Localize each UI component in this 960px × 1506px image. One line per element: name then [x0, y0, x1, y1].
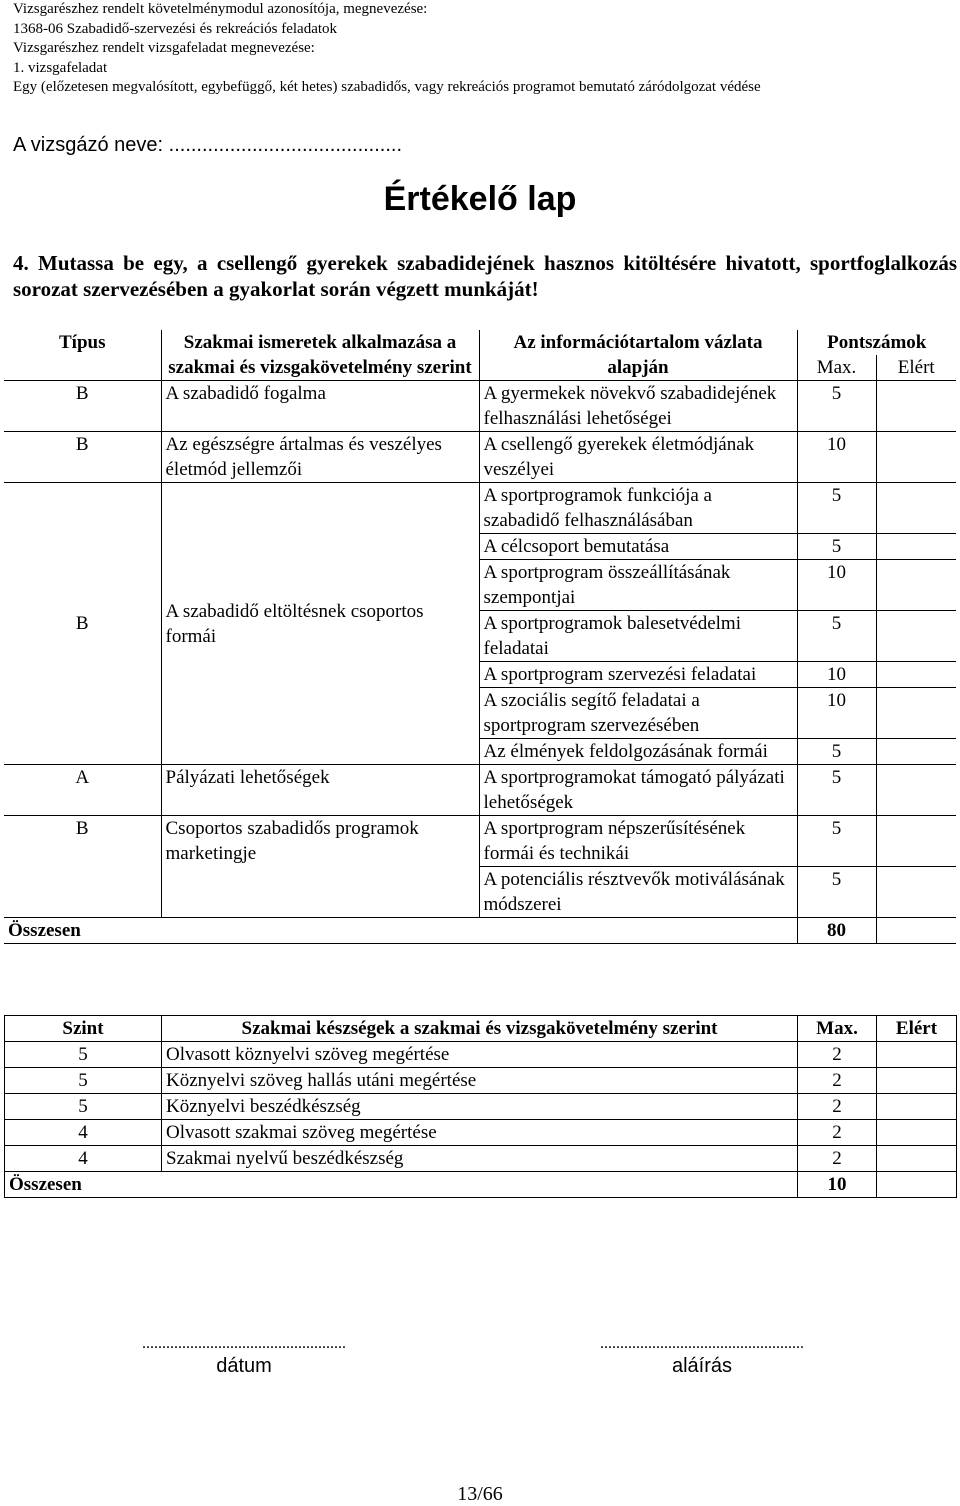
- table-row: [5, 1120, 957, 1146]
- type-cell: B: [4, 381, 161, 432]
- achieved-cell[interactable]: [876, 867, 956, 918]
- date-field: [105, 1335, 383, 1378]
- content-cell: A sportprogramokat támogató pályázati lehetőségek: [479, 765, 797, 816]
- content-cell: A szociális segítő feladatai a sportprogram szervezésében: [479, 688, 797, 739]
- table-row: [5, 1094, 957, 1120]
- content-cell: A gyermekek növekvő szabadidejének felhasználási lehetőségei: [479, 381, 797, 432]
- max-cell: 2: [798, 1094, 877, 1120]
- content-cell: A célcsoport bemutatása: [479, 534, 797, 560]
- points-header: Pontszámok: [827, 332, 927, 353]
- max-cell: 5: [797, 765, 876, 816]
- max-cell: 5: [797, 381, 876, 432]
- topic-cell: Pályázati lehetőségek: [161, 765, 479, 816]
- task-description: 4. Mutassa be egy, a csellengő gyerekek szabadidejének hasznos kitöltésére hivatott, sportfoglalkozás sorozat szervezésében a gyakorlat során végzett munkáját!: [13, 251, 957, 301]
- level-cell: 5: [5, 1042, 162, 1068]
- max-cell: 10: [797, 688, 876, 739]
- candidate-name-field: A vizsgázó neve: ..........................................: [13, 134, 403, 156]
- skills-header-row: [5, 1016, 957, 1042]
- evaluation-table: [4, 330, 956, 944]
- max-cell: 2: [798, 1068, 877, 1094]
- max-cell: 5: [797, 739, 876, 765]
- type-cell: B: [4, 432, 161, 483]
- topic-cell: Az egészségre ártalmas és veszélyes életmód jellemzői: [161, 432, 479, 483]
- page-number: 13/66: [457, 1483, 503, 1505]
- evaluation-header-row: [4, 330, 956, 355]
- content-header: Az információtartalom vázlata alapján: [479, 330, 797, 381]
- max-cell: 5: [797, 483, 876, 534]
- topic-cell: A szabadidő fogalma: [161, 381, 479, 432]
- achieved-cell[interactable]: [877, 1042, 957, 1068]
- content-cell: Az élmények feldolgozásának formái: [479, 739, 797, 765]
- table-row: [5, 1146, 957, 1172]
- max-header: Max.: [797, 355, 876, 381]
- level-cell: 4: [5, 1146, 162, 1172]
- page-title: Értékelő lap: [383, 180, 577, 218]
- achieved-cell[interactable]: [877, 1146, 957, 1172]
- skill-cell: Olvasott köznyelvi szöveg megértése: [162, 1042, 798, 1068]
- document-header: [13, 0, 761, 98]
- max-header: Max.: [798, 1016, 877, 1042]
- table-row: [4, 765, 956, 816]
- achieved-cell[interactable]: [876, 483, 956, 534]
- signature-field: [563, 1335, 841, 1378]
- max-cell: 5: [797, 867, 876, 918]
- table-row: [5, 1068, 957, 1094]
- skill-header: Szakmai készségek a szakmai és vizsgakövetelmény szerint: [162, 1016, 798, 1042]
- content-cell: A sportprogram szervezési feladatai: [479, 662, 797, 688]
- achieved-cell[interactable]: [877, 1094, 957, 1120]
- max-cell: 2: [798, 1120, 877, 1146]
- total-label: Összesen: [5, 1172, 798, 1198]
- max-cell: 5: [797, 611, 876, 662]
- type-cell: B: [4, 483, 161, 765]
- max-cell: 2: [798, 1146, 877, 1172]
- total-max: 80: [797, 918, 876, 944]
- signature-label: aláírás: [671, 1355, 733, 1377]
- type-cell: A: [4, 765, 161, 816]
- total-achieved-cell[interactable]: [876, 918, 956, 944]
- type-cell: B: [4, 816, 161, 918]
- date-label: dátum: [216, 1355, 272, 1377]
- achieved-cell[interactable]: [876, 611, 956, 662]
- signature-line: ...................................................: [600, 1335, 804, 1352]
- achieved-cell[interactable]: [877, 1120, 957, 1146]
- level-cell: 4: [5, 1120, 162, 1146]
- achieved-cell[interactable]: [876, 381, 956, 432]
- header-line: Egy (előzetesen megvalósított, egybefüggő, két hetes) szabadidős, vagy rekreációs programot bemutató záródolgozat védése: [13, 79, 761, 96]
- max-cell: 10: [797, 432, 876, 483]
- content-cell: A potenciális résztvevők motiválásának módszerei: [479, 867, 797, 918]
- total-max: 10: [798, 1172, 877, 1198]
- max-cell: 5: [797, 816, 876, 867]
- table-row: [4, 381, 956, 432]
- table-row: [4, 816, 956, 867]
- achieved-cell[interactable]: [876, 739, 956, 765]
- topic-cell: Csoportos szabadidős programok marketingje: [161, 816, 479, 918]
- level-cell: 5: [5, 1094, 162, 1120]
- header-line: 1. vizsgafeladat: [13, 59, 108, 76]
- table-row: [5, 1042, 957, 1068]
- achieved-cell[interactable]: [876, 816, 956, 867]
- type-header: Típus: [4, 330, 161, 381]
- max-cell: 10: [797, 662, 876, 688]
- achieved-cell[interactable]: [876, 662, 956, 688]
- achieved-cell[interactable]: [877, 1068, 957, 1094]
- max-cell: 2: [798, 1042, 877, 1068]
- skill-cell: Szakmai nyelvű beszédkészség: [162, 1146, 798, 1172]
- achieved-cell[interactable]: [876, 560, 956, 611]
- achieved-cell[interactable]: [876, 765, 956, 816]
- topic-cell: A szabadidő eltöltésnek csoportos formái: [161, 483, 479, 765]
- content-cell: A sportprogram összeállításának szempontjai: [479, 560, 797, 611]
- achieved-header: Elért: [877, 1016, 957, 1042]
- skill-cell: Olvasott szakmai szöveg megértése: [162, 1120, 798, 1146]
- skill-cell: Köznyelvi beszédkészség: [162, 1094, 798, 1120]
- date-line: ...................................................: [142, 1335, 346, 1352]
- skill-cell: Köznyelvi szöveg hallás utáni megértése: [162, 1068, 798, 1094]
- total-achieved-cell[interactable]: [877, 1172, 957, 1198]
- content-cell: A sportprogramok balesetvédelmi feladatai: [479, 611, 797, 662]
- achieved-cell[interactable]: [876, 432, 956, 483]
- skills-table: [4, 1015, 957, 1198]
- knowledge-header: Szakmai ismeretek alkalmazása a szakmai és vizsgakövetelmény szerint: [161, 330, 479, 381]
- content-cell: A sportprogram népszerűsítésének formái és technikái: [479, 816, 797, 867]
- achieved-cell[interactable]: [876, 688, 956, 739]
- total-row: [4, 918, 956, 944]
- max-cell: 10: [797, 560, 876, 611]
- content-cell: A csellengő gyerekek életmódjának veszélyei: [479, 432, 797, 483]
- header-line: Vizsgarészhez rendelt vizsgafeladat megnevezése:: [13, 40, 315, 57]
- total-row: [5, 1172, 957, 1198]
- level-header: Szint: [5, 1016, 162, 1042]
- total-label: Összesen: [4, 918, 797, 944]
- table-row: [4, 432, 956, 483]
- content-cell: A sportprogramok funkciója a szabadidő felhasználásában: [479, 483, 797, 534]
- achieved-cell[interactable]: [876, 534, 956, 560]
- header-line: Vizsgarészhez rendelt követelménymodul azonosítója, megnevezése:: [13, 1, 428, 17]
- level-cell: 5: [5, 1068, 162, 1094]
- achieved-header: Elért: [876, 355, 956, 381]
- header-line: 1368-06 Szabadidő-szervezési és rekreációs feladatok: [13, 20, 338, 37]
- max-cell: 5: [797, 534, 876, 560]
- table-row: [4, 483, 956, 534]
